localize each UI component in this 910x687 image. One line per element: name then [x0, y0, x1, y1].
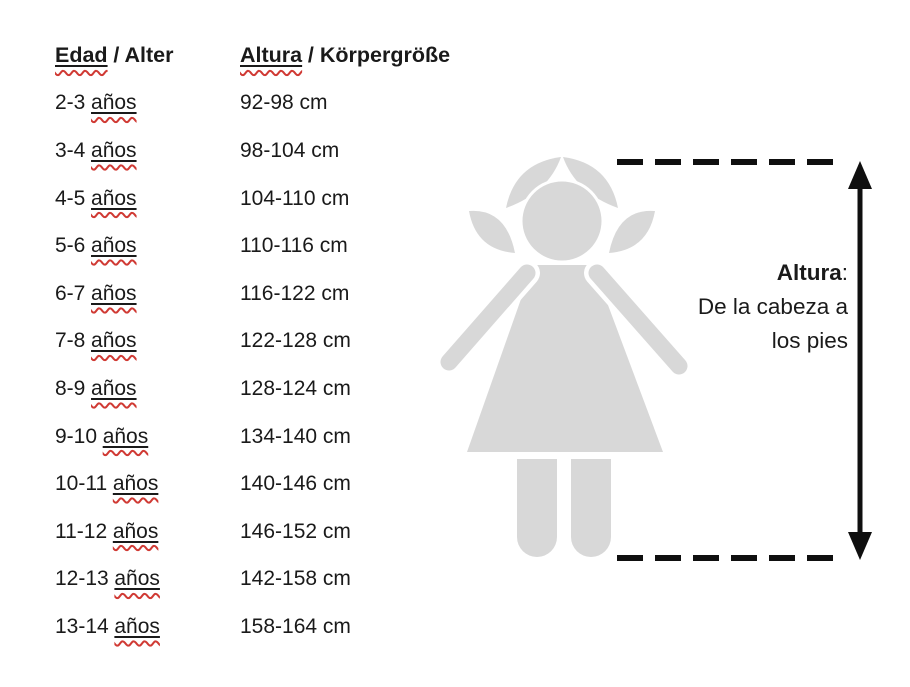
age-cell: 3-4 años [55, 138, 137, 162]
misspelled-word: años [91, 329, 137, 353]
misspelled-word: años [112, 472, 159, 496]
height-cell: 128-124 cm [240, 376, 351, 400]
girl-silhouette-icon [449, 157, 679, 557]
height-column-header: Altura / Körpergröße [240, 43, 451, 68]
misspelled-word: años [91, 376, 137, 400]
age-cell: 10-11 años [55, 472, 159, 496]
misspelled-word: años [112, 519, 159, 543]
age-cell: 9-10 años [55, 424, 149, 448]
age-cell: 4-5 años [55, 186, 137, 210]
age-cell: 5-6 años [55, 234, 137, 258]
height-cell: 140-146 cm [240, 472, 351, 496]
age-column-header: Edad / Alter [55, 43, 174, 68]
misspelled-word: años [91, 281, 137, 305]
annotation-title-line: Altura: [776, 260, 848, 285]
misspelled-word: años [102, 424, 149, 448]
misspelled-word: años [91, 91, 137, 115]
misspelled-word: años [91, 234, 137, 258]
age-cell: 2-3 años [55, 91, 137, 115]
height-cell: 158-164 cm [240, 614, 351, 638]
height-cell: 134-140 cm [240, 424, 351, 448]
age-cell: 11-12 años [55, 519, 159, 543]
misspelled-word: Edad [55, 43, 108, 68]
annotation-line3: los pies [771, 328, 848, 353]
height-cell: 98-104 cm [240, 138, 340, 162]
height-annotation [698, 256, 848, 358]
height-cell: 110-116 cm [240, 234, 348, 258]
height-cell: 104-110 cm [240, 186, 350, 210]
age-cell: 8-9 años [55, 376, 137, 400]
age-cell: 12-13 años [55, 567, 160, 591]
misspelled-word: años [114, 567, 160, 591]
misspelled-word: años [91, 186, 137, 210]
height-cell: 92-98 cm [240, 91, 328, 115]
misspelled-word: años [114, 614, 160, 638]
age-cell: 7-8 años [55, 329, 137, 353]
height-cell: 122-128 cm [240, 329, 351, 353]
annotation-line2: De la cabeza a [697, 294, 848, 319]
height-arrow-icon [848, 161, 872, 560]
age-cell: 6-7 años [55, 281, 137, 305]
misspelled-word: Altura [240, 43, 303, 68]
height-cell: 146-152 cm [240, 519, 351, 543]
height-cell: 142-158 cm [240, 567, 351, 591]
height-cell: 116-122 cm [240, 281, 350, 305]
age-cell: 13-14 años [55, 614, 160, 638]
misspelled-word: años [91, 138, 137, 162]
